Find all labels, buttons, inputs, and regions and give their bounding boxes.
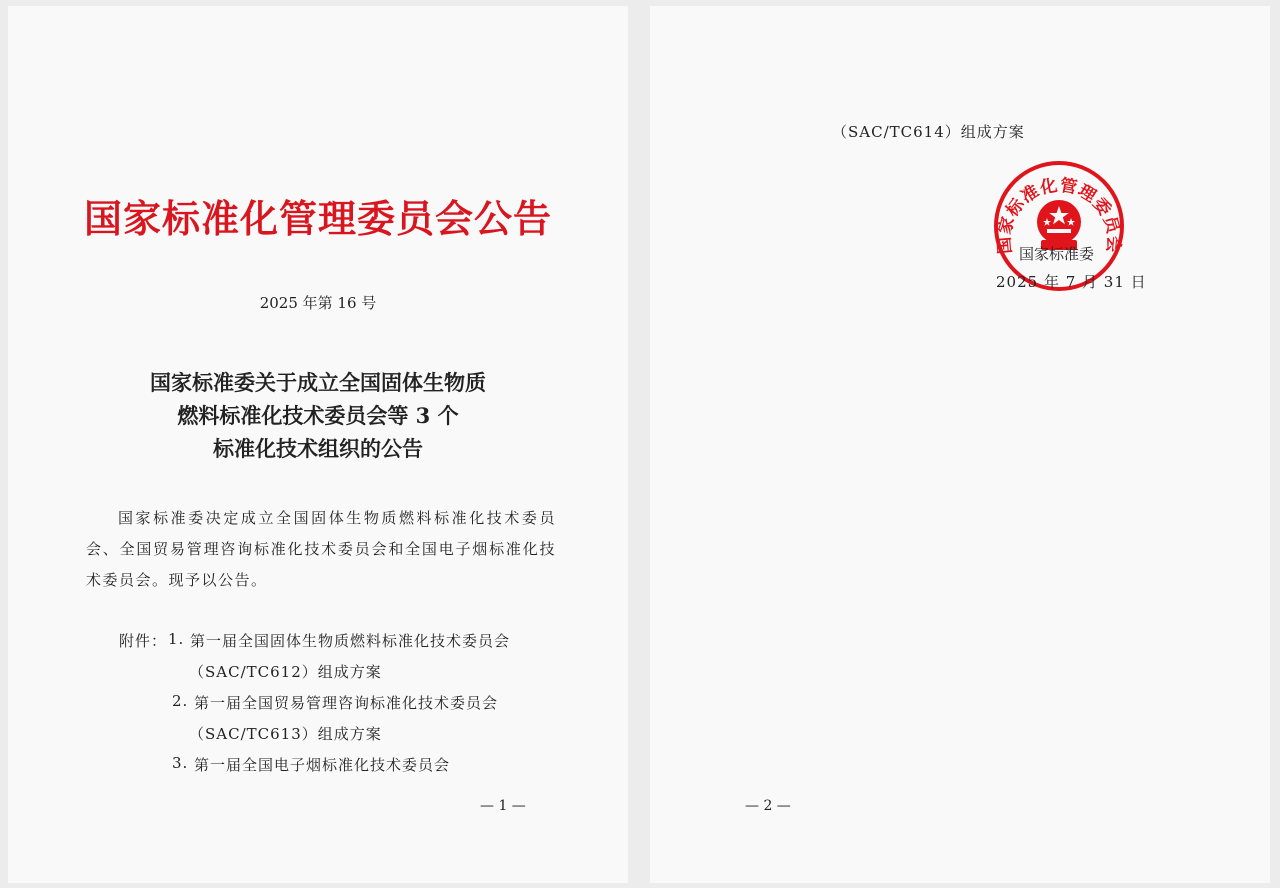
attachment-number: 3. [172, 754, 189, 772]
attachment-code: （SAC/TC612）组成方案 [189, 663, 382, 681]
title-line: 国家标准委关于成立全国固体生物质 [150, 370, 486, 395]
attachment-code: （SAC/TC613）组成方案 [189, 725, 382, 743]
page-number: — 2 — [745, 798, 791, 814]
attachment-name: 第一届全国贸易管理咨询标准化技术委员会 [194, 694, 499, 712]
title-line: 标准化技术组织的公告 [213, 436, 423, 461]
attachment-name: 第一届全国电子烟标准化技术委员会 [194, 756, 451, 774]
document-page-1 [8, 6, 628, 883]
signing-authority: 国家标准委 [1019, 245, 1095, 263]
document-title [8, 366, 628, 465]
announcement-body: 国家标准委决定成立全国固体生物质燃料标准化技术委员会、全国贸易管理咨询标准化技术委员会和全国电子烟标准化技术委员会。现予以公告。 [86, 509, 556, 589]
title-line: 燃料标准化技术委员会等 3 个 [177, 403, 459, 428]
seal-text: 国家标准化管理委员会 [994, 175, 1124, 255]
signing-date: 2025 年 7 月 31 日 [996, 273, 1147, 291]
attachment-label: 附件： [119, 632, 168, 650]
red-header-title: 国家标准化管理委员会公告 [83, 196, 552, 241]
page-number: — 1 — [480, 798, 526, 814]
attachment-code-continuation: （SAC/TC614）组成方案 [832, 123, 1025, 141]
attachment-name: 第一届全国固体生物质燃料标准化技术委员会 [190, 632, 511, 650]
document-page-2 [650, 6, 1270, 883]
attachment-number: 1. [168, 630, 185, 648]
issue-number: 2025 年第 16 号 [259, 294, 377, 312]
attachment-number: 2. [172, 692, 189, 710]
